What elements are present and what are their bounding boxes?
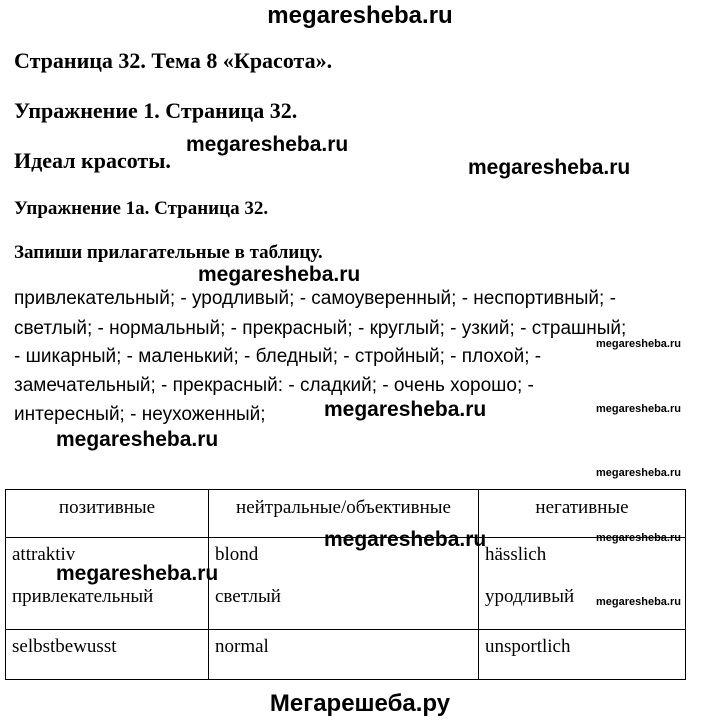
russian-word: светлый <box>215 586 281 607</box>
german-word: selbstbewusst <box>12 636 117 657</box>
adjectives-line: интересный; - неухоженный; <box>14 404 266 425</box>
table-cell <box>6 630 209 680</box>
german-word: blond <box>215 544 259 565</box>
adjectives-line: привлекательный; - уродливый; - самоуверенный; - неспортивный; - <box>14 288 616 309</box>
task-instruction: Запиши прилагательные в таблицу. <box>14 242 323 263</box>
exercise-1-heading: Упражнение 1. Страница 32. <box>14 98 298 123</box>
russian-word: привлекательный <box>12 586 154 607</box>
adjectives-line: - шикарный; - маленький; - бледный; - стройный; - плохой; - <box>14 346 542 367</box>
table-row <box>6 630 686 680</box>
watermark: megaresheba.ru <box>324 528 487 551</box>
table-cell <box>209 630 479 680</box>
table-cell <box>479 630 686 680</box>
russian-word: уродливый <box>485 586 575 607</box>
adjectives-line: замечательный; - прекрасный: - сладкий; - очень хорошо; - <box>14 375 534 396</box>
watermark-small: megaresheba.ru <box>596 403 681 415</box>
german-word: attraktiv <box>12 544 76 565</box>
site-header[interactable]: megaresheba.ru <box>267 2 453 29</box>
footer-brand[interactable]: Мегарешеба.ру <box>269 690 451 717</box>
table-header-cell: негативные <box>479 490 686 538</box>
table-header-cell: нейтральные/объективные <box>209 490 479 538</box>
german-word: hässlich <box>485 544 547 565</box>
watermark: megaresheba.ru <box>198 263 361 286</box>
watermark: megaresheba.ru <box>324 398 487 421</box>
watermark-small: megaresheba.ru <box>596 596 681 608</box>
watermark: megaresheba.ru <box>468 156 631 179</box>
table-cell <box>479 538 686 630</box>
watermark-small: megaresheba.ru <box>596 532 681 544</box>
ideal-heading: Идеал красоты. <box>14 148 171 173</box>
watermark-small: megaresheba.ru <box>596 467 681 479</box>
watermark: megaresheba.ru <box>56 562 219 585</box>
watermark: megaresheba.ru <box>56 428 219 451</box>
german-word: unsportlich <box>485 636 571 657</box>
watermark-small: megaresheba.ru <box>596 338 681 350</box>
german-word: normal <box>215 636 269 657</box>
page-topic-heading: Страница 32. Тема 8 «Красота». <box>14 48 333 73</box>
table-header-cell: позитивные <box>6 490 209 538</box>
exercise-1a-heading: Упражнение 1а. Страница 32. <box>14 198 269 219</box>
watermark: megaresheba.ru <box>186 133 349 156</box>
adjectives-line: светлый; - нормальный; - прекрасный; - круглый; - узкий; - страшный; <box>14 318 627 339</box>
